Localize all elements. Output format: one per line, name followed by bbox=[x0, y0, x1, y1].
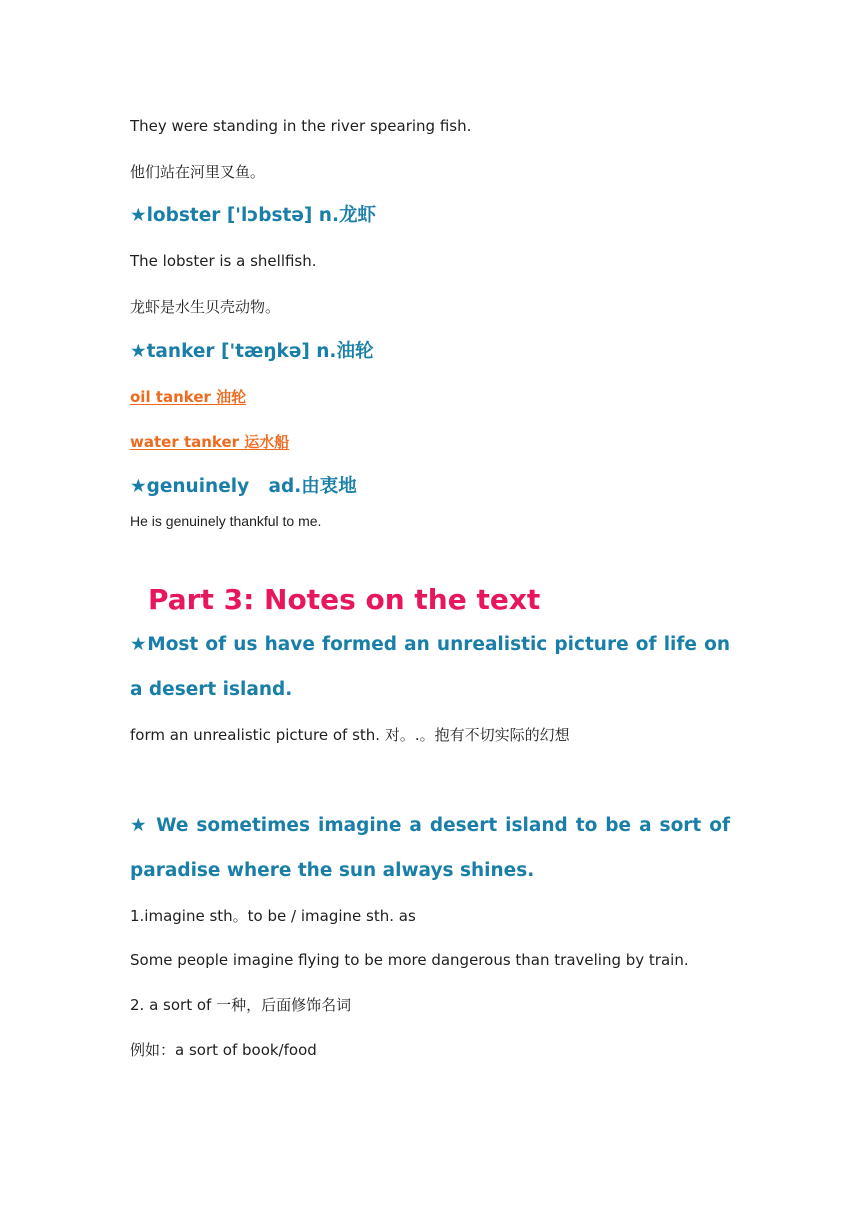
phrase-link[interactable]: water tanker 运水船 bbox=[130, 433, 290, 451]
section-title: Part 3: Notes on the text bbox=[148, 583, 541, 616]
note-point: 1.imagine sth。to be / imagine sth. as bbox=[130, 907, 416, 925]
note-example: 例如：a sort of book/food bbox=[130, 1041, 317, 1059]
note-explanation: form an unrealistic picture of sth. 对。.。抱有不切实际的幻想 bbox=[130, 726, 570, 744]
vocab-heading-genuinely: ★genuinely ad.由衷地 bbox=[130, 476, 357, 497]
phrase-link[interactable]: oil tanker 油轮 bbox=[130, 388, 247, 406]
example-sentence-en: The lobster is a shellfish. bbox=[130, 252, 317, 270]
vocab-heading-tanker: ★tanker ['tæŋkə] n.油轮 bbox=[130, 341, 374, 362]
example-sentence-zh: 他们站在河里叉鱼。 bbox=[130, 163, 266, 181]
note-example: Some people imagine flying to be more dangerous than traveling by train. bbox=[130, 951, 689, 969]
note-point: 2. a sort of 一种，后面修饰名词 bbox=[130, 996, 352, 1014]
example-sentence-zh: 龙虾是水生贝壳动物。 bbox=[130, 298, 281, 316]
note-sentence: ★Most of us have formed an unrealistic picture of life on a desert island. bbox=[130, 634, 730, 700]
example-sentence-en: He is genuinely thankful to me. bbox=[130, 513, 322, 529]
note-sentence: ★ We sometimes imagine a desert island to be a sort of paradise where the sun always shines. bbox=[130, 815, 730, 881]
vocab-heading-lobster: ★lobster ['lɔbstə] n.龙虾 bbox=[130, 205, 377, 226]
example-sentence-en: They were standing in the river spearing fish. bbox=[130, 117, 472, 135]
